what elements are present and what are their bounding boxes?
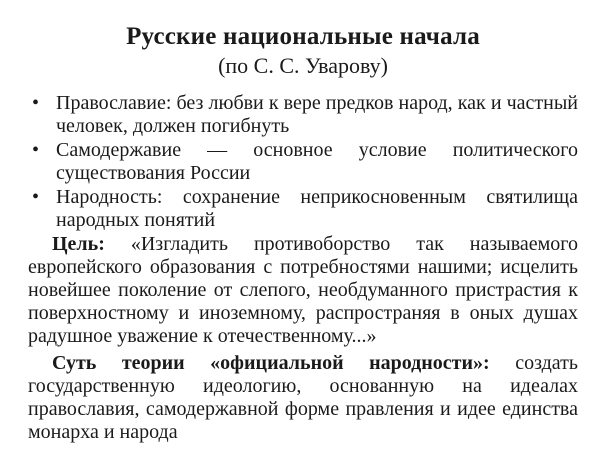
list-item-orthodoxy bbox=[28, 92, 578, 138]
list-item-nationality bbox=[28, 186, 578, 232]
page-subtitle: (по С. С. Уварову) bbox=[218, 53, 388, 78]
principles-list bbox=[28, 92, 578, 232]
goal-paragraph bbox=[28, 233, 578, 348]
bullet-icon: • bbox=[32, 139, 40, 161]
goal-text: «Изгладить противоборство так называемого европейского образования с потребностями нашими; исцелить новейшее поколение от слепого, необдуманного пристрастия к поверхностному и иноземному, распространяя в оных душах радушное уважение к отечественному...» bbox=[28, 233, 578, 347]
essence-paragraph bbox=[28, 352, 578, 444]
list-item-text: Православие: без любви к вере предков народ, как и частный человек, должен погибнуть bbox=[56, 92, 578, 137]
goal-label: Цель: bbox=[52, 233, 105, 255]
page-title: Русские национальные начала bbox=[126, 23, 480, 50]
list-item-text: Народность: сохранение неприкосновенным святилища народных понятий bbox=[56, 186, 578, 231]
bullet-icon: • bbox=[32, 186, 40, 208]
essence-text: создать государственную идеологию, основанную на идеалах православия, самодержавной форме правления и идее единства монарха и народа bbox=[28, 352, 578, 443]
list-item-autocracy bbox=[28, 139, 578, 185]
essence-label: Суть теории «официальной народности»: bbox=[52, 352, 490, 374]
bullet-icon: • bbox=[32, 92, 40, 114]
list-item-text: Самодержавие — основное условие политического существования России bbox=[56, 139, 578, 184]
